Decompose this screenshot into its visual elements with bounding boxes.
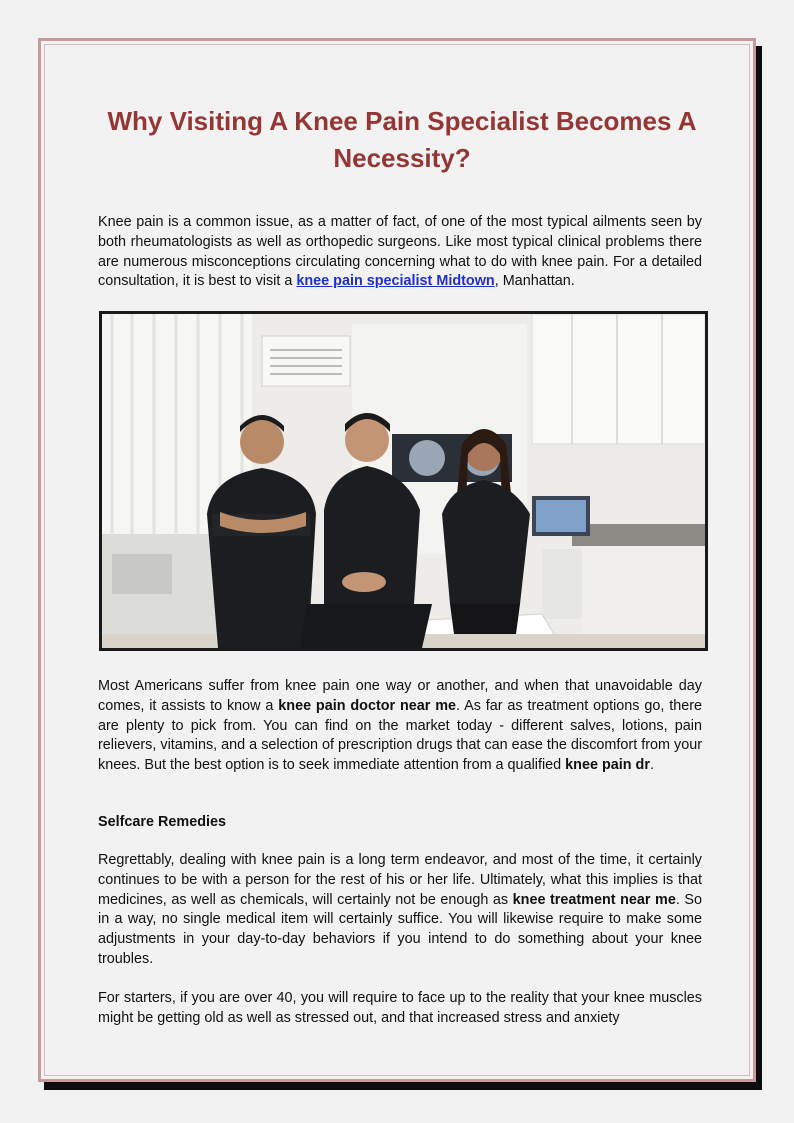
knee-pain-specialist-link[interactable]: knee pain specialist Midtown xyxy=(296,273,495,290)
intro-text: Knee pain is a common issue, as a matter of fact, of one of the most typical ailments seen by both rheumatologists as well as orthopedic surgeons. Like most typical clinical problems there are numerous misconceptions circulating concerning what to do with knee pain. For a detailed consultation, it is best to visit a xyxy=(98,214,702,290)
keyword-knee-pain-doctor: knee pain doctor near me xyxy=(278,697,457,714)
paragraph2-text-3: . xyxy=(649,757,654,774)
doctors-photo xyxy=(99,311,708,651)
section-heading-selfcare: Selfcare Remedies xyxy=(98,814,226,830)
page-frame xyxy=(38,38,756,1082)
keyword-knee-pain-dr: knee pain dr xyxy=(565,757,650,774)
paragraph2-text-1: Most Americans suffer from knee pain one way or another, and when that unavoidable day comes, it assists to know a xyxy=(98,678,702,714)
intro-paragraph xyxy=(98,213,702,292)
paragraph2-text-2: . As far as treatment options go, there are plenty to pick from. You can find on the market today - different salves, lotions, pain relievers, vitamins, and a selection of prescription drugs that can ease the discomfort from your knees. But the best option is to seek immediate attention from a qualified xyxy=(98,697,702,774)
paragraph-knee-pain-doctor xyxy=(98,677,702,776)
keyword-knee-treatment: knee treatment near me xyxy=(512,891,676,908)
intro-text-end: , Manhattan. xyxy=(494,273,575,290)
page-inner-border xyxy=(44,44,750,1076)
paragraph3-text-2: . So in a way, no single medical item will certainly suffice. You will likewise require to make some adjustments in your day-to-day behaviors if you intend to do something about your knee troubles. xyxy=(98,891,702,967)
page-title: Why Visiting A Knee Pain Specialist Becomes A Necessity? xyxy=(107,106,697,173)
paragraph-selfcare xyxy=(98,851,702,970)
paragraph3-text-1: Regrettably, dealing with knee pain is a long term endeavor, and most of the time, it certainly continues to be with a person for the rest of his or her life. Ultimately, what this implies is that medicines, as well as chemicals, will certainly not be enough as xyxy=(98,852,702,908)
paragraph-starters: For starters, if you are over 40, you will require to face up to the reality that your knee muscles might be getting old as well as stressed out, and that increased stress and anxiety xyxy=(98,990,702,1026)
